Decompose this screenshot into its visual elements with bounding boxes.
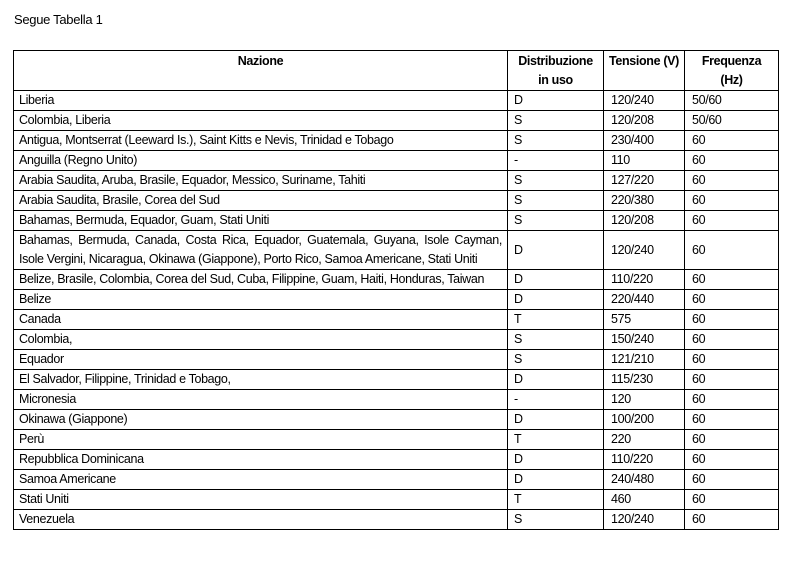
cell-distribution: S <box>508 510 604 530</box>
cell-distribution: S <box>508 171 604 191</box>
cell-frequency: 60 <box>685 231 779 270</box>
table-row <box>14 131 779 151</box>
cell-frequency: 60 <box>685 390 779 410</box>
voltage-frequency-table <box>13 50 779 530</box>
cell-distribution: S <box>508 191 604 211</box>
table-row <box>14 151 779 171</box>
cell-distribution: S <box>508 211 604 231</box>
cell-nation: Stati Uniti <box>14 490 508 510</box>
cell-nation: Colombia, Liberia <box>14 111 508 131</box>
cell-nation: Belize <box>14 290 508 310</box>
cell-frequency: 60 <box>685 310 779 330</box>
cell-frequency: 60 <box>685 131 779 151</box>
cell-nation: Equador <box>14 350 508 370</box>
cell-distribution: S <box>508 330 604 350</box>
cell-voltage: 110/220 <box>604 450 685 470</box>
cell-nation: Antigua, Montserrat (Leeward Is.), Saint Kitts e Nevis, Trinidad e Tobago <box>14 131 508 151</box>
cell-frequency: 60 <box>685 430 779 450</box>
table-row <box>14 111 779 131</box>
cell-nation: Bahamas, Bermuda, Canada, Costa Rica, Equador, Guatemala, Guyana, Isole Cayman, Isole Vergini, Nicaragua, Okinawa (Giappone), Porto Rico, Samoa Americane, Stati Uniti <box>14 231 508 270</box>
cell-frequency: 50/60 <box>685 111 779 131</box>
cell-nation: Okinawa (Giappone) <box>14 410 508 430</box>
table-row <box>14 450 779 470</box>
cell-frequency: 60 <box>685 410 779 430</box>
cell-distribution: S <box>508 131 604 151</box>
cell-nation: Perù <box>14 430 508 450</box>
cell-voltage: 240/480 <box>604 470 685 490</box>
cell-nation: Colombia, <box>14 330 508 350</box>
cell-distribution: D <box>508 231 604 270</box>
cell-voltage: 120/240 <box>604 91 685 111</box>
cell-nation: Micronesia <box>14 390 508 410</box>
cell-voltage: 121/210 <box>604 350 685 370</box>
cell-distribution: S <box>508 350 604 370</box>
table-row <box>14 470 779 490</box>
cell-frequency: 60 <box>685 350 779 370</box>
table-caption: Segue Tabella 1 <box>14 12 103 27</box>
cell-nation: Arabia Saudita, Brasile, Corea del Sud <box>14 191 508 211</box>
table-row <box>14 191 779 211</box>
cell-nation: Venezuela <box>14 510 508 530</box>
cell-distribution: D <box>508 290 604 310</box>
cell-distribution: - <box>508 151 604 171</box>
table-row <box>14 410 779 430</box>
cell-nation: Bahamas, Bermuda, Equador, Guam, Stati Uniti <box>14 211 508 231</box>
table-body <box>14 91 779 530</box>
cell-nation: Belize, Brasile, Colombia, Corea del Sud, Cuba, Filippine, Guam, Haiti, Honduras, Taiwan <box>14 270 508 290</box>
cell-frequency: 60 <box>685 510 779 530</box>
cell-frequency: 60 <box>685 211 779 231</box>
cell-voltage: 120/208 <box>604 111 685 131</box>
header-frequency: Frequenza (Hz) <box>685 51 779 91</box>
cell-frequency: 50/60 <box>685 91 779 111</box>
table-row <box>14 290 779 310</box>
cell-nation: Anguilla (Regno Unito) <box>14 151 508 171</box>
table-row <box>14 91 779 111</box>
cell-voltage: 110 <box>604 151 685 171</box>
cell-voltage: 120/208 <box>604 211 685 231</box>
cell-distribution: - <box>508 390 604 410</box>
table-row <box>14 310 779 330</box>
cell-frequency: 60 <box>685 330 779 350</box>
cell-voltage: 120/240 <box>604 510 685 530</box>
cell-frequency: 60 <box>685 171 779 191</box>
cell-distribution: D <box>508 410 604 430</box>
cell-voltage: 150/240 <box>604 330 685 350</box>
cell-nation: Canada <box>14 310 508 330</box>
cell-frequency: 60 <box>685 450 779 470</box>
cell-nation: Repubblica Dominicana <box>14 450 508 470</box>
cell-voltage: 220 <box>604 430 685 450</box>
table-row <box>14 370 779 390</box>
cell-nation: Liberia <box>14 91 508 111</box>
table-header-row <box>14 51 779 91</box>
cell-frequency: 60 <box>685 270 779 290</box>
cell-voltage: 220/380 <box>604 191 685 211</box>
header-distribution: Distribuzione in uso <box>508 51 604 91</box>
cell-frequency: 60 <box>685 151 779 171</box>
cell-voltage: 115/230 <box>604 370 685 390</box>
cell-distribution: D <box>508 470 604 490</box>
cell-voltage: 127/220 <box>604 171 685 191</box>
header-voltage: Tensione (V) <box>604 51 685 91</box>
table-row <box>14 171 779 191</box>
cell-distribution: T <box>508 490 604 510</box>
cell-nation: El Salvador, Filippine, Trinidad e Tobago, <box>14 370 508 390</box>
table-row <box>14 231 779 270</box>
cell-voltage: 120 <box>604 390 685 410</box>
table-row <box>14 490 779 510</box>
cell-nation: Arabia Saudita, Aruba, Brasile, Equador, Messico, Suriname, Tahiti <box>14 171 508 191</box>
cell-voltage: 120/240 <box>604 231 685 270</box>
cell-frequency: 60 <box>685 191 779 211</box>
cell-frequency: 60 <box>685 490 779 510</box>
cell-frequency: 60 <box>685 470 779 490</box>
cell-distribution: D <box>508 450 604 470</box>
cell-distribution: T <box>508 430 604 450</box>
table-row <box>14 510 779 530</box>
cell-voltage: 110/220 <box>604 270 685 290</box>
cell-voltage: 575 <box>604 310 685 330</box>
table-row <box>14 430 779 450</box>
table-row <box>14 270 779 290</box>
cell-voltage: 100/200 <box>604 410 685 430</box>
cell-distribution: D <box>508 270 604 290</box>
cell-distribution: D <box>508 370 604 390</box>
cell-distribution: D <box>508 91 604 111</box>
cell-voltage: 460 <box>604 490 685 510</box>
table-row <box>14 350 779 370</box>
table-row <box>14 211 779 231</box>
cell-frequency: 60 <box>685 370 779 390</box>
cell-nation: Samoa Americane <box>14 470 508 490</box>
cell-distribution: T <box>508 310 604 330</box>
cell-frequency: 60 <box>685 290 779 310</box>
cell-voltage: 220/440 <box>604 290 685 310</box>
table-row <box>14 390 779 410</box>
cell-voltage: 230/400 <box>604 131 685 151</box>
header-nation: Nazione <box>14 51 508 91</box>
cell-distribution: S <box>508 111 604 131</box>
table-row <box>14 330 779 350</box>
